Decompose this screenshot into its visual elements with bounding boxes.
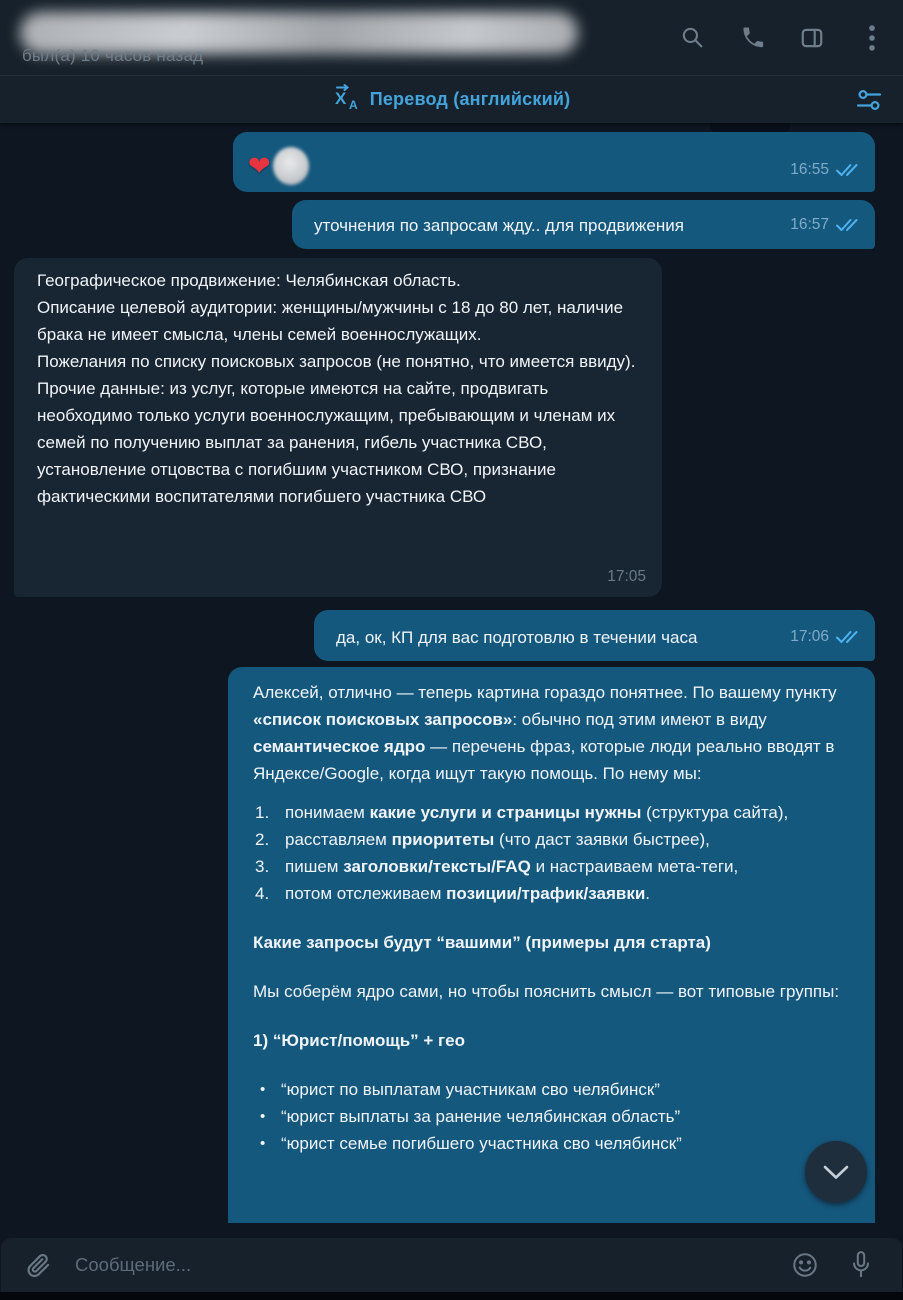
translate-icon — [333, 83, 361, 116]
sidebar-toggle-icon[interactable] — [799, 25, 825, 51]
scroll-to-bottom-button[interactable] — [805, 1141, 867, 1203]
reactor-avatar — [273, 147, 309, 185]
list-item: 2. расставляем приоритеты (что даст заявки быстрее), — [255, 830, 710, 849]
message-heading: 1) “Юрист/помощь” + гео — [253, 1031, 465, 1050]
message-input[interactable]: Сообщение... — [75, 1254, 192, 1275]
svg-text:X: X — [334, 89, 347, 108]
svg-text:A: A — [348, 98, 358, 111]
emoji-icon[interactable] — [790, 1250, 820, 1280]
message-outgoing[interactable] — [292, 200, 875, 249]
message-text: да, ок, КП для вас подготовлю в течении часа — [336, 628, 698, 647]
call-icon[interactable] — [739, 25, 765, 51]
search-icon[interactable] — [679, 25, 705, 51]
message-time: 16:55 — [790, 161, 829, 178]
numbered-list — [253, 799, 853, 907]
read-receipt-icon — [835, 217, 861, 232]
message-line: Пожелания по списку поисковых запросов (не понятно, что имеется ввиду). — [37, 352, 636, 371]
message-heading: Какие запросы будут “вашими” (примеры для старта) — [253, 933, 711, 952]
list-item: 1. понимаем какие услуги и страницы нужны (структура сайта), — [255, 803, 789, 822]
last-seen-status: был(а) 10 часов назад — [22, 46, 204, 65]
message-line: Прочие данные: из услуг, которые имеются на сайте, продвигать необходимо только услуги военнослужащим, пребывающим и членам их семей по получению выплат за ранения, гибель участника СВО, установление отцовства с погибшим участником СВО, признание фактическими воспитателями погибшего участника СВО — [37, 379, 616, 506]
window-bottom-edge — [0, 1292, 903, 1300]
message-reaction[interactable] — [248, 147, 309, 185]
message-outgoing[interactable] — [314, 610, 875, 661]
translate-action[interactable] — [333, 83, 571, 116]
attach-icon[interactable] — [23, 1250, 53, 1280]
header-actions — [679, 0, 885, 75]
message-paragraph: Алексей, отлично — теперь картина гораздо понятнее. По вашему пункту «список поисковых запросов»: обычно под этим имеют в виду семантическое ядро — перечень фраз, которые люди реально вводят в Яндексе/Google, когда ищут такую помощь. По нему мы: — [253, 683, 837, 783]
message-line: Географическое продвижение: Челябинская область. — [37, 271, 461, 290]
message-time: 17:06 — [790, 628, 829, 645]
list-item: 3. пишем заголовки/тексты/FAQ и настраиваем мета-теги, — [255, 857, 739, 876]
bullet-item: • “юрист семье погибшего участника сво челябинск” — [260, 1134, 682, 1153]
read-receipt-icon — [835, 629, 861, 644]
bullet-item: • “юрист по выплатам участникам сво челябинск” — [260, 1080, 660, 1099]
message-line: Описание целевой аудитории: женщины/мужчины с 18 до 80 лет, наличие брака не имеет смысла, члены семей военнослужащих. — [37, 298, 624, 344]
bullet-item: • “юрист выплаты за ранение челябинская область” — [260, 1107, 681, 1126]
microphone-icon[interactable] — [846, 1250, 876, 1280]
menu-kebab-icon[interactable] — [859, 25, 885, 51]
message-outgoing-long[interactable] — [228, 667, 875, 1223]
message-text: уточнения по запросам жду.. для продвижения — [314, 216, 684, 235]
chat-header[interactable] — [0, 0, 903, 75]
translate-label: Перевод (английский) — [369, 89, 571, 109]
message-time: 16:57 — [790, 216, 829, 233]
bullet-list — [253, 1076, 853, 1157]
message-composer — [1, 1238, 902, 1292]
heart-reaction-icon: ❤ — [248, 150, 271, 181]
message-time: 17:05 — [607, 568, 646, 585]
read-receipt-icon — [835, 162, 861, 177]
chevron-down-icon — [823, 1165, 849, 1180]
message-incoming[interactable] — [14, 258, 662, 597]
translate-bar[interactable] — [0, 75, 903, 123]
translate-settings-icon[interactable] — [855, 86, 883, 114]
message-paragraph: Мы соберём ядро сами, но чтобы пояснить смысл — вот типовые группы: — [253, 982, 840, 1001]
message-outgoing-reacted[interactable] — [233, 132, 875, 192]
list-item: 4. потом отслеживаем позиции/трафик/заявки. — [255, 884, 651, 903]
